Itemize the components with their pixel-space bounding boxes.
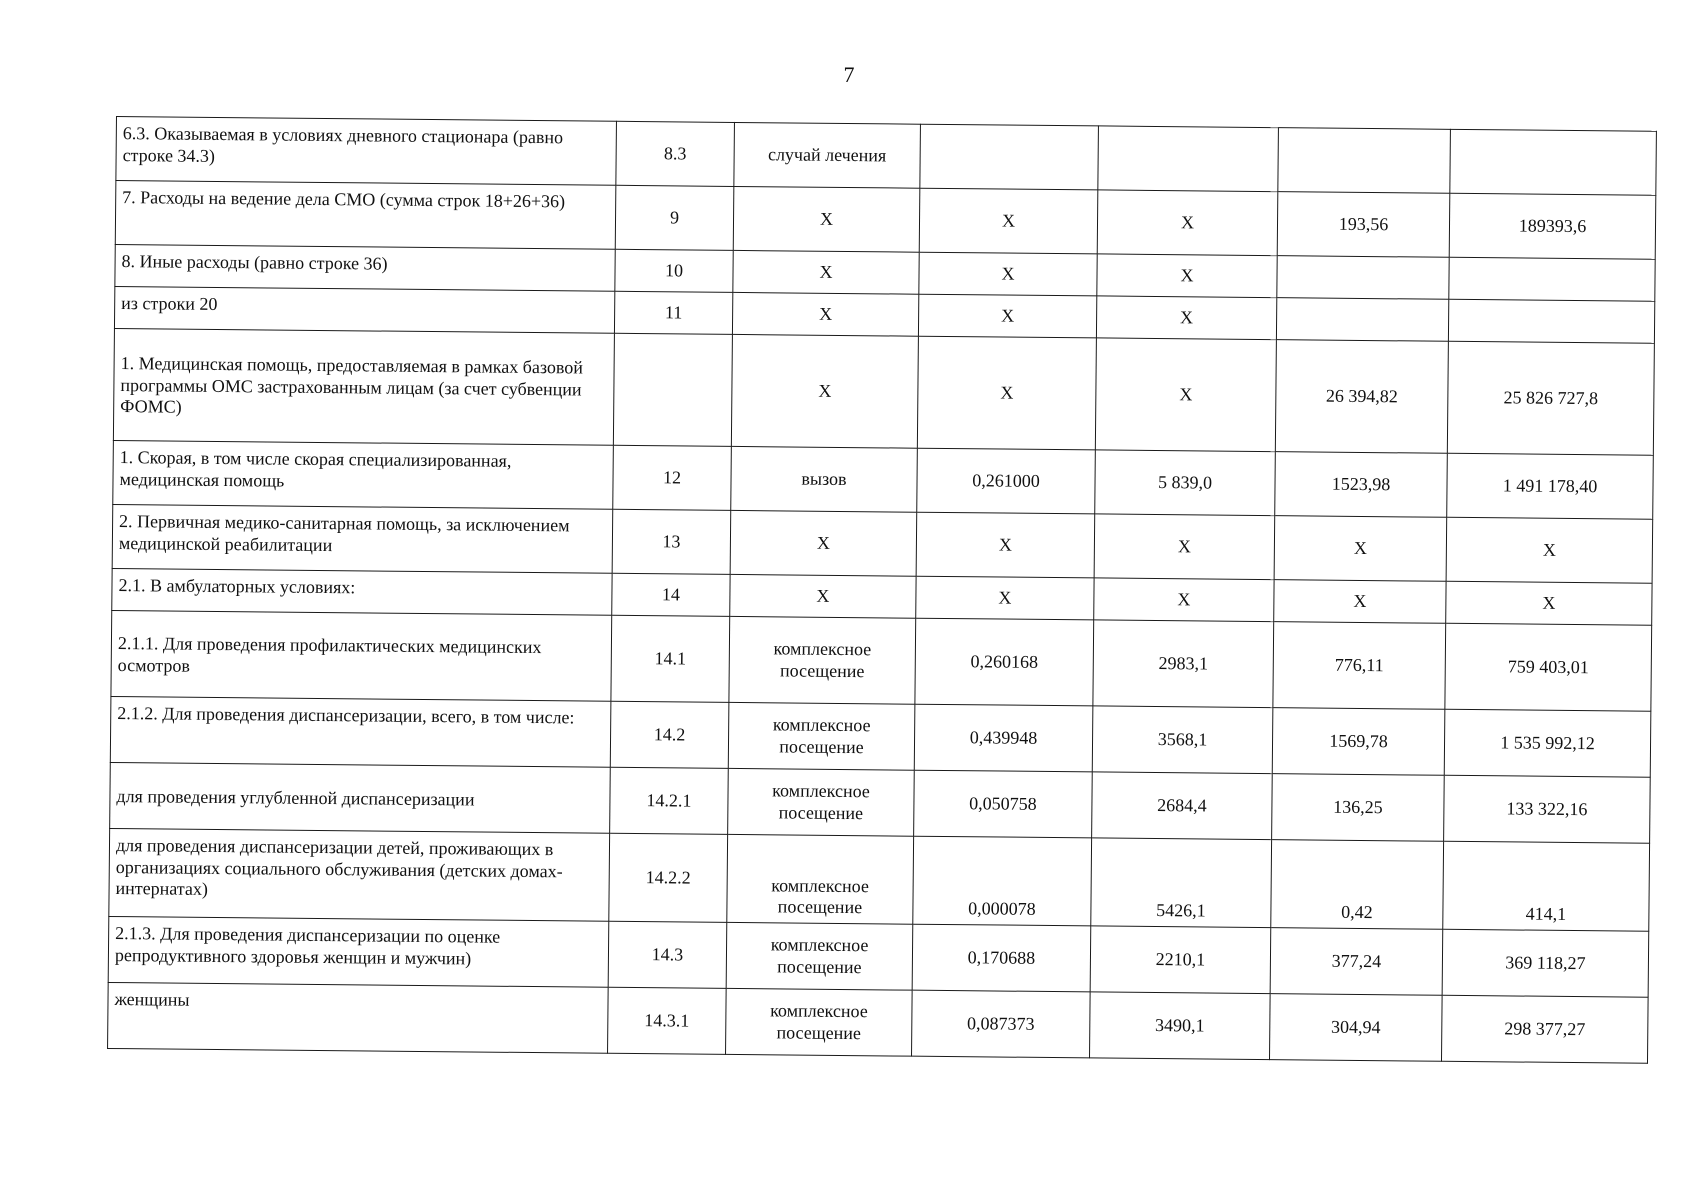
value-cell: 2983,1	[1093, 620, 1274, 708]
unit-cell: комплексное посещение	[728, 768, 915, 836]
value-cell: Х	[916, 576, 1094, 620]
value-cell: Х	[919, 252, 1097, 296]
row-description: 1. Скорая, в том числе скорая специализированная, медицинская помощь	[113, 440, 614, 509]
value-cell: 193,56	[1277, 192, 1450, 258]
row-description: 1. Медицинская помощь, предоставляемая в рамках базовой программы ОМС застрахованным лицам (за счет субвенции ФОМС)	[113, 328, 614, 445]
row-code: 14	[612, 573, 730, 616]
value-cell: 304,94	[1269, 994, 1442, 1062]
value-cell: 1 535 992,12	[1444, 709, 1651, 777]
value-cell: 1 491 178,40	[1447, 453, 1654, 519]
value-cell: Х	[916, 512, 1095, 578]
value-cell: Х	[917, 336, 1096, 450]
value-cell: 136,25	[1272, 774, 1445, 842]
value-cell	[1098, 126, 1279, 192]
value-cell	[1277, 256, 1449, 300]
value-cell: Х	[1097, 254, 1277, 298]
row-code: 14.2.1	[610, 767, 729, 834]
value-cell: 377,24	[1270, 928, 1443, 996]
value-cell: 2684,4	[1092, 772, 1273, 840]
row-description: 2.1. В амбулаторных условиях:	[112, 568, 612, 615]
value-cell: 298 377,27	[1441, 995, 1648, 1063]
unit-cell: комплексное посещение	[726, 988, 913, 1056]
unit-cell: Х	[733, 250, 919, 294]
row-code	[613, 333, 732, 446]
row-description: 2.1.3. Для проведения диспансеризации по оценке репродуктивного здоровья женщин и мужчин)	[108, 916, 609, 987]
row-code: 11	[614, 291, 732, 334]
unit-cell: комплексное посещение	[728, 702, 915, 770]
unit-cell: комплексное посещение	[729, 616, 916, 704]
value-cell: 414,1	[1443, 841, 1650, 931]
table-row	[108, 982, 1649, 1063]
value-cell	[1448, 299, 1654, 343]
value-cell: Х	[1094, 514, 1275, 580]
value-cell: Х	[1446, 581, 1652, 625]
value-cell: Х	[1274, 580, 1446, 624]
value-cell: Х	[1095, 338, 1276, 452]
unit-cell: Х	[732, 292, 918, 336]
page-number: 7	[843, 62, 855, 87]
row-code: 12	[613, 445, 732, 510]
value-cell: 0,260168	[915, 618, 1094, 706]
unit-cell: комплексное посещение	[727, 834, 914, 924]
row-code: 8.3	[616, 121, 735, 186]
value-cell: 3568,1	[1092, 706, 1273, 774]
value-cell: 759 403,01	[1445, 623, 1652, 711]
value-cell: 26 394,82	[1275, 340, 1448, 454]
unit-cell: вызов	[731, 446, 918, 512]
value-cell: Х	[919, 188, 1098, 254]
unit-cell: Х	[733, 186, 920, 252]
value-cell: 0,170688	[912, 924, 1091, 992]
value-cell: 2210,1	[1090, 926, 1271, 994]
value-cell: 133 322,16	[1444, 775, 1651, 843]
row-description: 2. Первичная медико-санитарная помощь, за исключением медицинской реабилитации	[112, 504, 613, 573]
value-cell: Х	[1096, 296, 1276, 340]
row-code: 14.2.2	[609, 833, 728, 922]
row-description: из строки 20	[114, 286, 614, 333]
table-row	[111, 610, 1652, 711]
value-cell: 1569,78	[1272, 708, 1445, 776]
value-cell: Х	[1094, 578, 1274, 622]
value-cell: Х	[1097, 190, 1278, 256]
value-cell	[1278, 128, 1451, 194]
value-cell: 0,42	[1271, 840, 1444, 930]
value-cell: Х	[918, 294, 1096, 338]
row-code: 13	[612, 509, 731, 574]
row-code: 10	[615, 249, 733, 292]
row-code: 14.3	[608, 921, 727, 988]
value-cell: 5426,1	[1091, 838, 1272, 928]
unit-cell: Х	[731, 334, 918, 448]
value-cell: 25 826 727,8	[1447, 341, 1654, 455]
unit-cell: Х	[730, 510, 917, 576]
value-cell	[1449, 257, 1655, 301]
value-cell: 0,000078	[913, 836, 1092, 926]
row-description: для проведения углубленной диспансеризации	[110, 762, 611, 833]
value-cell: 0,439948	[914, 704, 1093, 772]
unit-cell: случай лечения	[734, 122, 921, 188]
value-cell	[1450, 129, 1657, 195]
value-cell: 1523,98	[1275, 452, 1448, 518]
data-table	[107, 116, 1657, 1064]
value-cell: 369 118,27	[1442, 929, 1649, 997]
row-description: 8. Иные расходы (равно строке 36)	[115, 244, 615, 291]
value-cell: 776,11	[1273, 622, 1446, 710]
row-description: 6.3. Оказываемая в условиях дневного стационара (равно строке 34.3)	[116, 117, 617, 186]
row-description: женщины	[108, 982, 609, 1053]
row-description: 2.1.2. Для проведения диспансеризации, всего, в том числе:	[110, 696, 611, 767]
value-cell: 189393,6	[1449, 193, 1656, 259]
value-cell: 0,261000	[917, 448, 1096, 514]
value-cell: Х	[1274, 516, 1447, 582]
value-cell: 5 839,0	[1095, 450, 1276, 516]
unit-cell: комплексное посещение	[726, 922, 913, 990]
value-cell: 0,087373	[912, 990, 1091, 1058]
value-cell: 3490,1	[1090, 992, 1271, 1060]
row-code: 14.1	[611, 615, 730, 702]
row-description: 7. Расходы на ведение дела СМО (сумма строк 18+26+36)	[115, 181, 616, 250]
value-cell	[920, 124, 1099, 190]
table-row	[109, 828, 1650, 931]
value-cell: 0,050758	[914, 770, 1093, 838]
value-cell	[1276, 298, 1448, 342]
table-row	[113, 328, 1654, 455]
value-cell: Х	[1446, 517, 1653, 583]
row-description: 2.1.1. Для проведения профилактических медицинских осмотров	[111, 610, 612, 701]
unit-cell: Х	[730, 574, 916, 618]
row-code: 14.2	[610, 701, 729, 768]
row-description: для проведения диспансеризации детей, проживающих в организациях социального обслуживания (детских домах-интернатах)	[109, 828, 610, 921]
row-code: 9	[615, 185, 734, 250]
row-code: 14.3.1	[608, 987, 727, 1054]
